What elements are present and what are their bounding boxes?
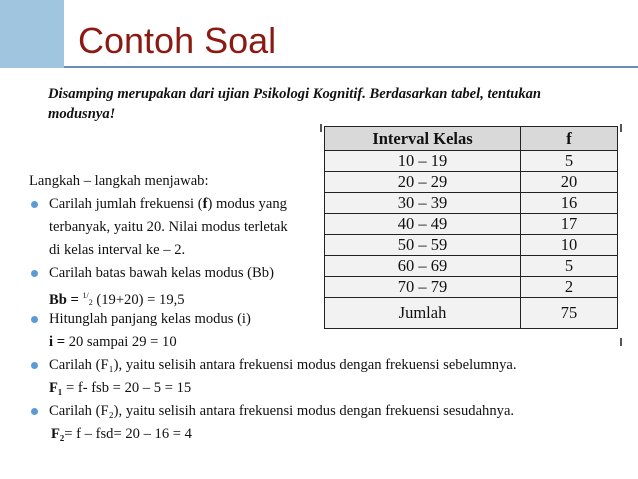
i-formula <box>49 332 177 352</box>
bb-formula <box>49 286 185 306</box>
crop-mark <box>620 124 622 132</box>
frequency-cell: 5 <box>521 151 618 172</box>
total-label-cell: Jumlah <box>325 298 521 329</box>
bullet-icon <box>31 408 38 415</box>
formula-label: i = <box>49 334 66 350</box>
column-header-interval: Interval Kelas <box>325 127 521 151</box>
bullet-icon <box>31 201 38 208</box>
step-text: Carilah jumlah frekuensi ( <box>49 196 203 212</box>
frequency-table-container <box>320 124 624 346</box>
step-3 <box>29 309 251 329</box>
step-1 <box>29 194 287 214</box>
step-text: Carilah (F₁), yaitu selisih antara frekuensi modus dengan frekuensi sebelumnya. <box>49 357 517 373</box>
table-row <box>325 256 618 277</box>
fraction-numerator: 1/ <box>82 291 89 300</box>
crop-mark <box>320 124 322 132</box>
table-row <box>325 277 618 298</box>
frequency-cell: 10 <box>521 235 618 256</box>
interval-cell: 70 – 79 <box>325 277 521 298</box>
total-value-cell: 75 <box>521 298 618 329</box>
formula-text: 20 sampai 29 = 10 <box>68 334 177 350</box>
step-1-line-3: di kelas interval ke – 2. <box>49 242 186 258</box>
formula-label: Bb = <box>49 292 79 308</box>
table-header-row <box>325 127 618 151</box>
table-row <box>325 151 618 172</box>
step-text: Carilah batas bawah kelas modus (Bb) <box>49 265 274 281</box>
slide-title: Contoh Soal <box>78 20 277 61</box>
frequency-cell: 2 <box>521 277 618 298</box>
f2-formula <box>51 424 192 444</box>
table-row <box>325 235 618 256</box>
frequency-cell: 5 <box>521 256 618 277</box>
bullet-icon <box>31 362 38 369</box>
formula-text: = f – fsd= 20 – 16 = 4 <box>64 426 192 442</box>
formula-text: (19+20) = 19,5 <box>96 292 185 308</box>
frequency-cell: 16 <box>521 193 618 214</box>
table-total-row <box>325 298 618 329</box>
frequency-cell: 20 <box>521 172 618 193</box>
steps-heading: Langkah – langkah menjawab: <box>29 173 209 189</box>
formula-label: F₁ <box>49 380 63 396</box>
table-row <box>325 193 618 214</box>
table-row <box>325 214 618 235</box>
fraction-denominator: 2 <box>88 298 93 307</box>
crop-mark <box>620 338 622 346</box>
step-2 <box>29 263 274 283</box>
interval-cell: 40 – 49 <box>325 214 521 235</box>
step-4 <box>29 355 517 375</box>
interval-cell: 50 – 59 <box>325 235 521 256</box>
header-accent-bar <box>0 0 64 68</box>
problem-statement: Disamping merupakan dari ujian Psikologi Kognitif. Berdasarkan tabel, tentukan modusnya! <box>48 86 542 122</box>
formula-label: F₂ <box>51 426 65 442</box>
formula-text: = f- fsb = 20 – 5 = 15 <box>65 380 192 396</box>
column-header-frequency: f <box>521 127 618 151</box>
step-1-line-2: terbanyak, yaitu 20. Nilai modus terletak <box>49 219 288 235</box>
interval-cell: 60 – 69 <box>325 256 521 277</box>
step-text: Hitunglah panjang kelas modus (i) <box>49 311 251 327</box>
frequency-cell: 17 <box>521 214 618 235</box>
step-5 <box>29 401 514 421</box>
step-text: ) modus yang <box>207 196 287 212</box>
step-text: Carilah (F₂), yaitu selisih antara frekuensi modus dengan frekuensi sesudahnya. <box>49 403 515 419</box>
interval-cell: 30 – 39 <box>325 193 521 214</box>
header-divider <box>64 66 638 68</box>
bullet-icon <box>31 316 38 323</box>
bullet-icon <box>31 270 38 277</box>
interval-cell: 20 – 29 <box>325 172 521 193</box>
step-emphasis: f <box>202 196 208 212</box>
f1-formula <box>49 378 191 398</box>
table-row <box>325 172 618 193</box>
frequency-table <box>324 126 618 329</box>
interval-cell: 10 – 19 <box>325 151 521 172</box>
